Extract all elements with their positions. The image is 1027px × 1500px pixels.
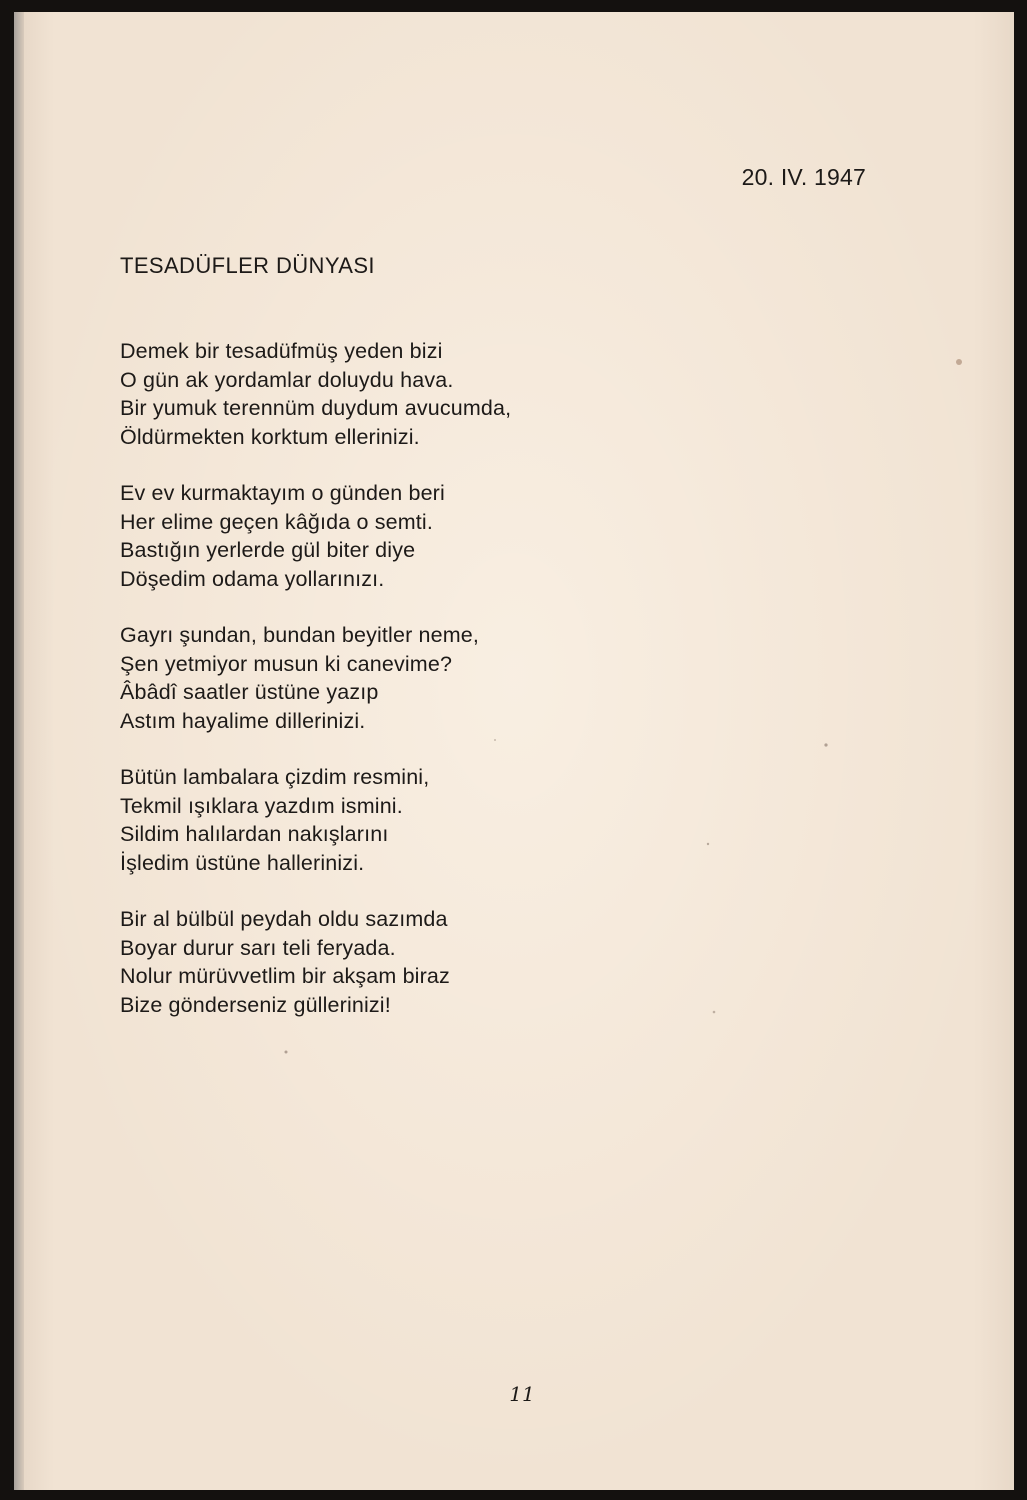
stanza-4 xyxy=(120,763,820,877)
page-binding-edge xyxy=(14,12,24,1490)
page-number: 11 xyxy=(509,1382,535,1406)
poem-date: 20. IV. 1947 xyxy=(741,164,866,190)
stanza-2 xyxy=(120,479,820,593)
verse-line: Bastığın yerlerde gül biter diye xyxy=(120,538,416,562)
verse-line: Âbâdî saatler üstüne yazıp xyxy=(120,680,379,704)
verse-line: İşledim üstüne hallerinizi. xyxy=(120,850,365,875)
verse-line: Demek bir tesadüfmüş yeden bizi xyxy=(120,339,443,363)
verse-line: Sildim halılardan nakışlarını xyxy=(120,822,389,846)
verse-line: Bütün lambalara çizdim resmini, xyxy=(120,765,430,789)
verse-line: Gayrı şundan, bundan beyitler neme, xyxy=(120,623,480,647)
verse-line: Bir al bülbül peydah oldu sazımda xyxy=(120,907,448,931)
stanza-5 xyxy=(120,905,820,1019)
verse-line: Astım hayalime dillerinizi. xyxy=(120,708,366,733)
stanza-3 xyxy=(120,621,820,735)
verse-line: Bir yumuk terennüm duydum avucumda, xyxy=(120,396,512,420)
verse-line: O gün ak yordamlar doluydu hava. xyxy=(120,367,454,392)
poem-title: TESADÜFLER DÜNYASI xyxy=(120,253,375,278)
verse-line: Boyar durur sarı teli feryada. xyxy=(120,935,396,960)
verse-line: Her elime geçen kâğıda o semti. xyxy=(120,509,433,534)
verse-line: Şen yetmiyor musun ki canevime? xyxy=(120,651,453,676)
verse-line: Nolur mürüvvetlim bir akşam biraz xyxy=(120,964,450,988)
verse-line: Tekmil ışıklara yazdım ismini. xyxy=(120,793,403,818)
verse-line: Ev ev kurmaktayım o günden beri xyxy=(120,481,445,505)
stanza-1 xyxy=(120,337,820,451)
verse-line: Öldürmekten korktum ellerinizi. xyxy=(120,424,420,449)
poem-body xyxy=(120,337,820,1047)
book-page xyxy=(14,12,1014,1490)
verse-line: Bize gönderseniz güllerinizi! xyxy=(120,992,391,1017)
verse-line: Döşedim odama yollarınızı. xyxy=(120,566,385,591)
